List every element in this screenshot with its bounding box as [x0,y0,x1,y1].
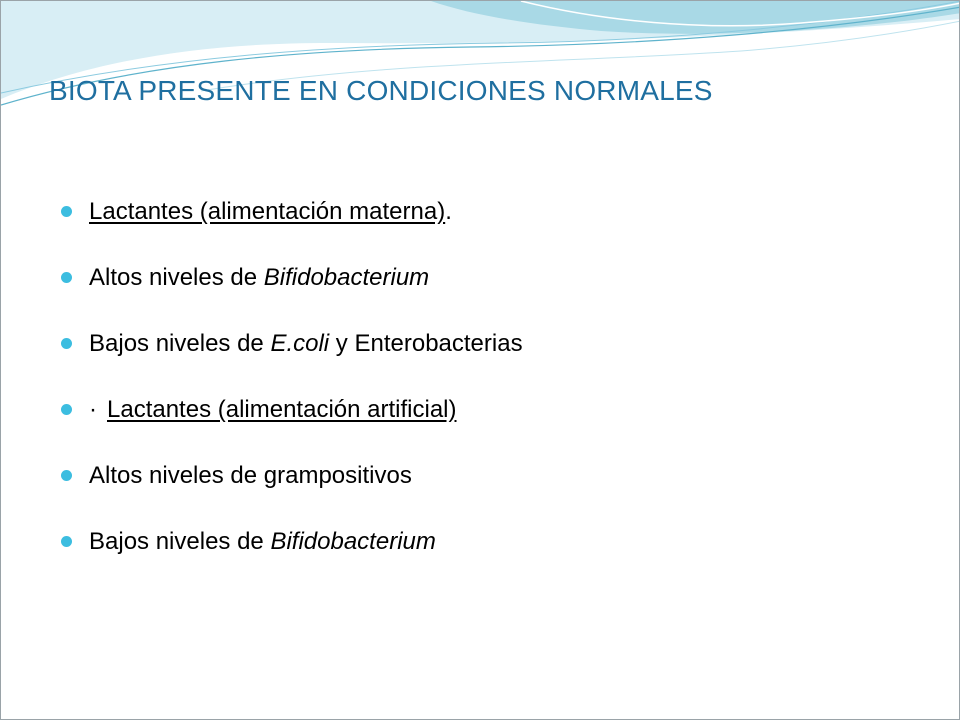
bullet-text [89,323,523,365]
bullet-text-plain: Altos niveles de [89,264,264,291]
bullet-text-italic: Bifidobacterium [270,528,436,555]
bullet-text [89,521,436,563]
bullet-text-plain-end: y Enterobacterias [329,330,523,357]
bullet-text-italic: E.coli [270,330,330,357]
bullet-text [89,191,452,233]
bullet-dot-icon [61,470,72,481]
bullet-dot-icon [61,338,72,349]
bullet-dot-icon [61,404,72,415]
bullet-text-plain: Bajos niveles de [89,528,271,555]
slide-title: BIOTA PRESENTE EN CONDICIONES NORMALES [49,75,713,106]
bullet-text [89,257,429,299]
bullet-dot-icon [61,206,72,217]
bullet-text [89,455,412,497]
bullet-text [89,389,457,431]
bullet-dot-icon [61,272,72,283]
bullet-text-period: . [445,198,452,225]
wave-header-decoration [1,1,960,131]
bullet-text-underlined: Lactantes (alimentación artificial) [107,396,457,423]
bullet-text-italic: Bifidobacterium [263,264,430,291]
bullet-text-underlined: Lactantes (alimentación materna) [89,198,446,225]
bullet-text-plain: Bajos niveles de [89,330,271,357]
middle-dot-glyph: · [89,396,97,423]
bullet-text-plain: Altos niveles de grampositivos [89,462,412,489]
bullet-dot-icon [61,536,72,547]
